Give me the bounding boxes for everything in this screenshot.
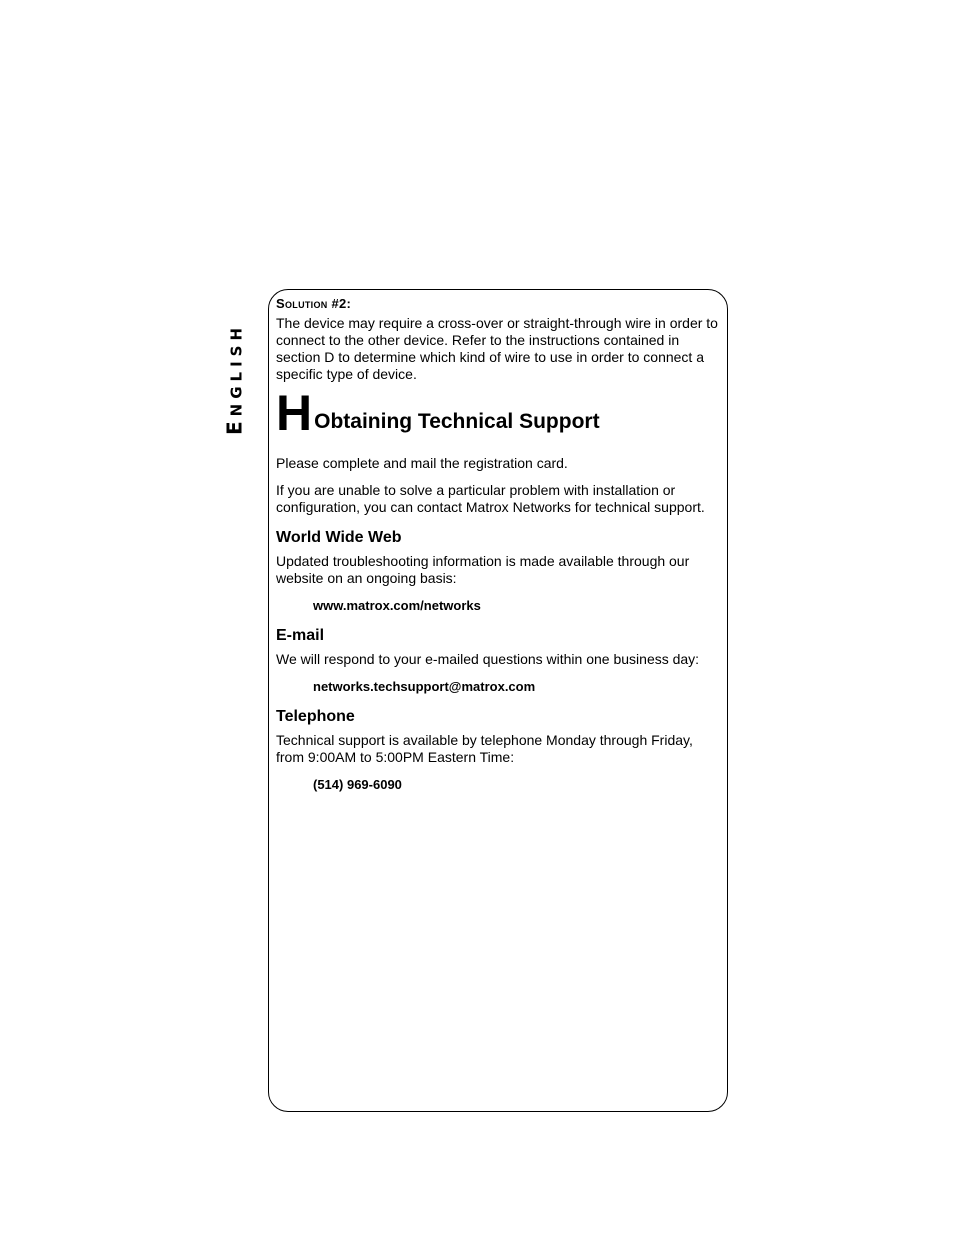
telephone-heading: Telephone: [276, 708, 355, 725]
intro-support: If you are unable to solve a particular problem with installation or configuration, you can contact Matrox Networks for technical support.: [276, 482, 705, 515]
telephone-text: Technical support is available by telephone Monday through Friday, from 9:00AM to 5:00PM Eastern Time:: [276, 732, 693, 765]
web-link[interactable]: www.matrox.com/networks: [313, 598, 481, 613]
language-tab-label: english: [215, 322, 249, 436]
email-address[interactable]: networks.techsupport@matrox.com: [313, 679, 536, 694]
web-heading: World Wide Web: [276, 529, 402, 546]
section-heading: [276, 385, 720, 441]
page-content: [276, 296, 720, 793]
section-title: Obtaining Technical Support: [314, 410, 600, 433]
intro-registration: Please complete and mail the registration card.: [276, 455, 568, 471]
solution-text: The device may require a cross-over or straight-through wire in order to connect to the other device. Refer to the instructions contained in section D to determine which kind of wire to use in order to connect a specific type of device.: [276, 315, 718, 382]
section-letter: H: [276, 385, 313, 441]
email-text: We will respond to your e-mailed questions within one business day:: [276, 651, 700, 667]
web-text: Updated troubleshooting information is made available through our website on an ongoing basis:: [276, 553, 690, 586]
telephone-number: (514) 969-6090: [313, 777, 402, 792]
solution-heading: Solution #2:: [276, 296, 352, 311]
language-tab: [214, 292, 250, 466]
email-heading: E-mail: [276, 627, 325, 644]
